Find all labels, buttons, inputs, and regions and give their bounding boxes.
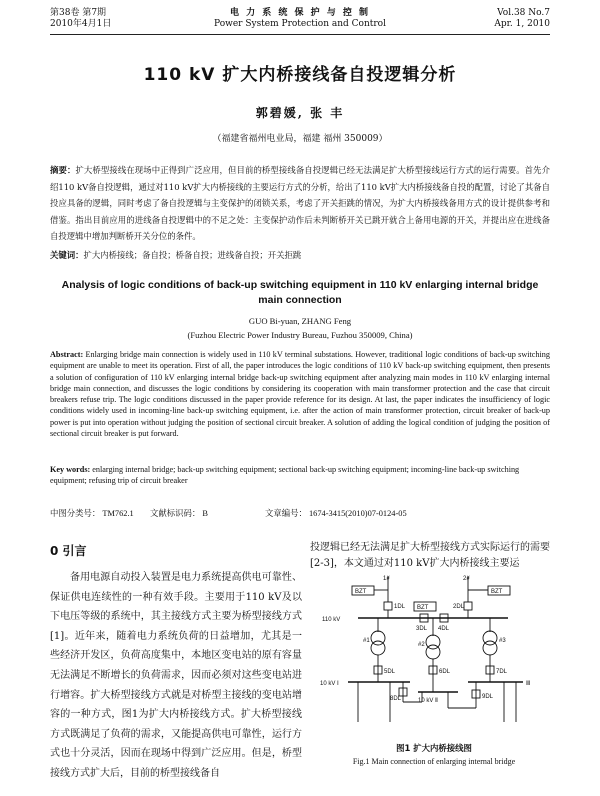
paper-title-cn: 110 kV 扩大内桥接线备自投逻辑分析 bbox=[143, 65, 457, 85]
journal-name-cn: 电 力 系 统 保 护 与 控 制 bbox=[229, 8, 371, 18]
label-3dl: 3DL bbox=[416, 626, 428, 632]
label-tr2: #2 bbox=[418, 642, 425, 648]
journal-volume-cn: 第38卷 第7期 bbox=[50, 8, 107, 18]
transformer-2-lv bbox=[426, 645, 440, 659]
body-text-right-column: 投逻辑已经无法满足扩大桥型接线方式实际运行的需要[2-3]，本文通过对110 kV扩大内桥接线主要运 bbox=[310, 542, 550, 569]
affiliation-en: (Fuzhou Electric Power Industry Bureau, Fuzhou 350009, China) bbox=[187, 330, 413, 340]
label-110kv-bus: 110 kV bbox=[322, 617, 341, 623]
label-tr3: #3 bbox=[499, 638, 506, 644]
keywords-cn-text: 扩大内桥接线；备自投；桥备自投；进线备自投；开关拒跳 bbox=[83, 250, 302, 260]
section-heading-introduction: 0 引言 bbox=[50, 544, 87, 558]
keywords-en bbox=[50, 464, 550, 487]
label-tr1: #1 bbox=[363, 638, 370, 644]
breaker-2dl bbox=[464, 602, 472, 610]
body-text-left-column: 备用电源自动投入装置是电力系统提高供电可靠性、保证供电连续性的一种有效手段。主要用于110 kV及以下电压等级的系统中，其主接线方式主要为桥型接线方式[1]。近年来，随着电力系统负荷的日益增加，尤其是一些经济开发区，负荷高度集中，本地区变电站的原有容量无法满足不断增长的负荷需求，因而必须对这些变电站进行增容。扩大桥型接线方式就是对桥型主接线的变电站增容的一种方式，图1为扩大内桥接线方式。扩大桥型接线方式既满足了负荷的需求，又能提高供电可靠性，运行方式也十分灵活，因而在现场中得到广泛应用。但是，桥型接线方式扩大后，目前的桥型接线备自 bbox=[50, 572, 302, 779]
journal-date-en: Apr. 1, 2010 bbox=[494, 19, 550, 29]
journal-issue-right bbox=[494, 8, 550, 30]
journal-date-cn: 2010年4月1日 bbox=[50, 19, 112, 29]
abstract-en-label: Abstract: bbox=[50, 350, 84, 359]
keywords-cn bbox=[50, 249, 550, 261]
clc-number: 中图分类号： TM762.1 bbox=[50, 509, 134, 518]
transformer-3-lv bbox=[483, 641, 497, 655]
label-9dl: 9DL bbox=[482, 694, 494, 700]
label-line1: 1# bbox=[383, 576, 390, 582]
label-10kv-bus-2: 10 kV Ⅱ bbox=[418, 698, 438, 704]
transformer-1-lv bbox=[371, 641, 385, 655]
label-4dl: 4DL bbox=[438, 626, 450, 632]
article-number: 文章编号： 1674-3415(2010)07-0124-05 bbox=[265, 509, 407, 518]
label-7dl: 7DL bbox=[496, 669, 508, 675]
affiliation-cn: （福建省福州电业局，福建 福州 350009） bbox=[212, 134, 388, 144]
abstract-en-text: Enlarging bridge main connection is widely used in 110 kV terminal substations. However, traditional logic conditions of back-up switching equipment are unable to meet its operation. First of all, the paper introduces the logic conditions of 110 kV back-up switching equipment, then presents a solution of configuration of 110 kV enlarging internal bridge back-up switching equipment after analyzing main modes in 110 kV enlarging internal bridge main connection, and discusses the logic conditions by considering its cooperation with main transformer protection and the case that circuit breakers refuse trip. The logic conditions discussed in the paper provide reference for its design. At last, the paper indicates the insufficiency of logic conditions widely used in incoming-line back-up switching equipment, i.e. after the action of main transformer protection, circuit breaker of back-up power is put into operation without judging the position of sectional circuit breaker. A solution of adding the logical condition of judging the position of sectional circuit breaker is put forward. bbox=[50, 350, 550, 439]
keywords-cn-label: 关键词： bbox=[50, 250, 84, 260]
journal-volume-en: Vol.38 No.7 bbox=[497, 8, 550, 18]
label-bzt3: BZT bbox=[491, 589, 503, 595]
paper-title-en: Analysis of logic conditions of back-up switching equipment in 110 kV enlarging internal bridge main connection bbox=[61, 279, 539, 306]
label-1dl: 1DL bbox=[394, 604, 406, 610]
figure-1-caption-en: Fig.1 Main connection of enlarging internal bridge bbox=[352, 757, 516, 766]
abstract-cn-label: 摘要： bbox=[50, 165, 76, 175]
label-line2: 2# bbox=[463, 576, 470, 582]
authors-cn: 郭碧媛, 张 丰 bbox=[255, 106, 345, 120]
label-bzt2: BZT bbox=[417, 605, 429, 611]
figure-1-caption-cn: 图1 扩大内桥接线图 bbox=[396, 743, 472, 753]
label-6dl: 6DL bbox=[439, 669, 451, 675]
keywords-en-label: Key words: bbox=[50, 465, 91, 474]
label-10kv-bus-3: Ⅲ bbox=[526, 681, 531, 687]
keywords-en-text: enlarging internal bridge; back-up switching equipment; sectional back-up switching equipment; incoming-line back-up switching equipment; refusing trip of circuit breaker bbox=[50, 465, 520, 486]
abstract-cn-text: 扩大桥型接线在现场中正得到广泛应用，但目前的桥型接线备自投逻辑已经无法满足扩大桥型接线运行方式的运行需要。首先介绍110 kV备自投逻辑，通过对110 kV扩大内桥接线的主要运行方式的分析，给出了110 kV扩大内桥接线备自投的配置，讨论了其备自投应具备的逻辑，同时考虑了备自投逻辑与主变保护的闭锁关系，考虑了开关拒跳的情况，为扩大内桥接线备用方式的设计提供参考和借鉴。指出目前应用的进线备自投逻辑中的不足之处：主变保护动作后未判断桥开关已跳开就合上备用电源的开关，并提出应在进线备自投逻辑中增加判断桥开关分位的条件。 bbox=[50, 165, 551, 241]
journal-name-en: Power System Protection and Control bbox=[214, 19, 386, 29]
label-2dl: 2DL bbox=[453, 604, 465, 610]
breaker-1dl bbox=[384, 602, 392, 610]
authors-en: GUO Bi-yuan, ZHANG Feng bbox=[248, 316, 352, 326]
label-8dl: 8DL bbox=[390, 696, 402, 702]
label-bzt1: BZT bbox=[355, 589, 367, 595]
abstract-cn bbox=[50, 162, 550, 245]
header-rule bbox=[50, 34, 550, 35]
label-5dl: 5DL bbox=[384, 669, 396, 675]
figure-1-diagram bbox=[318, 572, 550, 736]
label-10kv-bus-1: 10 kV Ⅰ bbox=[320, 681, 339, 687]
abstract-en bbox=[50, 349, 550, 439]
document-code: 文献标识码： B bbox=[150, 509, 208, 518]
